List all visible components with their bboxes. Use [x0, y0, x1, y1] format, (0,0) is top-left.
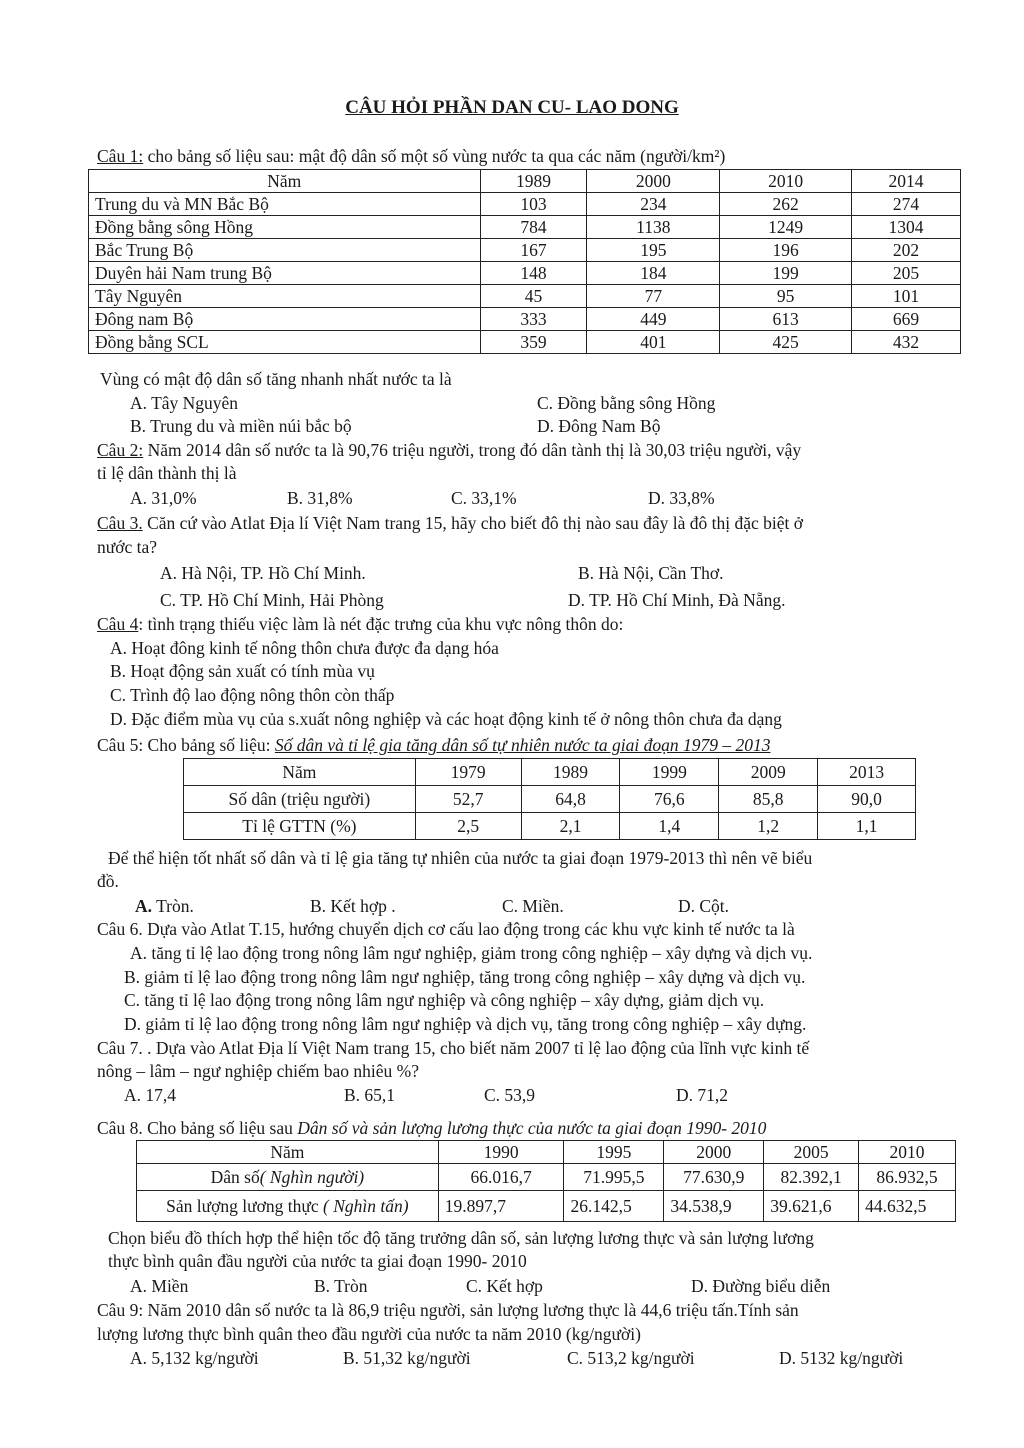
table-row — [89, 285, 961, 308]
table-row — [184, 813, 916, 840]
question-8-label: Câu 8. Cho bảng số liệu sau — [97, 1118, 293, 1138]
question-5-text: Để thể hiện tốt nhất số dân và tỉ lệ gia tăng tự nhiên của nước ta giai đoạn 1979-2013 thì nên vẽ biểu — [108, 848, 813, 868]
answer-option-c[interactable]: C. tăng tỉ lệ lao động trong nông lâm ngư nghiệp và công nghiệp – xây dựng, giảm dịch vụ. — [124, 990, 765, 1010]
table-cell: 86.932,5 — [859, 1164, 956, 1191]
answer-option-b[interactable]: B. 65,1 — [344, 1085, 396, 1105]
table-cell: 95 — [720, 285, 852, 308]
answer-option-d[interactable]: D. Đặc điểm mùa vụ của s.xuất nông nghiệp và các hoạt động kinh tế ở nông thôn chưa đa dạng — [110, 709, 782, 729]
table-cell: 1249 — [720, 216, 852, 239]
question-5-caption: Số dân và tỉ lệ gia tăng dân số tự nhiên nước ta giai đoạn 1979 – 2013 — [274, 735, 771, 755]
table-cell: 77 — [587, 285, 720, 308]
answer-option-a[interactable]: A. Hoạt đông kinh tế nông thôn chưa được đa dạng hóa — [110, 638, 499, 658]
table-row — [89, 216, 961, 239]
answer-option-d[interactable]: D. giảm tỉ lệ lao động trong nông lâm ngư nghiệp và dịch vụ, tăng trong công nghiệp – xây dựng. — [124, 1014, 807, 1034]
table-cell: 82.392,1 — [764, 1164, 859, 1191]
answer-option-a[interactable]: A. Tây Nguyên — [130, 393, 239, 413]
answer-option-a[interactable]: A. Miền — [130, 1276, 189, 1296]
table-cell: 2,1 — [521, 813, 620, 840]
answer-option-c[interactable]: C. Miền. — [502, 896, 564, 916]
table-cell: 196 — [720, 239, 852, 262]
table-cell: Bắc Trung Bộ — [89, 239, 481, 262]
answer-option-c[interactable]: C. TP. Hồ Chí Minh, Hải Phòng — [160, 590, 384, 610]
table-cell: 45 — [480, 285, 587, 308]
table-header-row — [184, 759, 916, 786]
answer-option-d[interactable]: D. TP. Hồ Chí Minh, Đà Nẵng. — [568, 590, 786, 610]
table-cell: 401 — [587, 331, 720, 354]
table-header-cell: 2000 — [664, 1141, 764, 1164]
table-cell: 2,5 — [415, 813, 521, 840]
table-row — [89, 331, 961, 354]
question-2-label: Câu 2: — [97, 440, 144, 460]
question-6-text: Câu 6. Dựa vào Atlat T.15, hướng chuyển dịch cơ cấu lao động trong các khu vực kinh tế nước ta là — [97, 919, 795, 939]
table-cell: 76,6 — [620, 786, 719, 813]
table-cell: Tỉ lệ GTTN (%) — [184, 813, 416, 840]
row-unit: ( Nghìn người) — [259, 1167, 365, 1187]
table-row — [137, 1191, 956, 1222]
table-row — [184, 786, 916, 813]
question-2-text: Năm 2014 dân số nước ta là 90,76 triệu người, trong đó dân tành thị là 30,03 triệu người, vậy — [143, 440, 802, 460]
table-row — [89, 308, 961, 331]
table-header-cell: 1989 — [480, 170, 587, 193]
answer-option-a-letter: A. — [135, 896, 153, 916]
question-1-text: cho bảng số liệu sau: mật độ dân số một số vùng nước ta qua các năm (người/km²) — [143, 146, 726, 166]
question-5-prompt — [97, 735, 770, 755]
table-row — [89, 239, 961, 262]
table-cell: 1,4 — [620, 813, 719, 840]
question-1-label: Câu 1: — [97, 146, 144, 166]
density-table — [88, 169, 961, 354]
table-header-cell: Năm — [137, 1141, 439, 1164]
answer-option-b[interactable]: B. Kết hợp . — [310, 896, 396, 916]
population-table — [183, 758, 916, 840]
table-header-cell: 2010 — [859, 1141, 956, 1164]
answer-option-b[interactable]: B. giảm tỉ lệ lao động trong nông lâm ngư nghiệp, tăng trong công nghiệp – xây dựng và dịch vụ. — [124, 967, 806, 987]
answer-option-b[interactable]: B. 51,32 kg/người — [343, 1348, 471, 1368]
answer-option-d[interactable]: D. Đông Nam Bộ — [537, 416, 661, 436]
question-2-text-cont: tỉ lệ dân thành thị là — [97, 463, 237, 483]
answer-option-b[interactable]: B. Hà Nội, Cần Thơ. — [578, 563, 724, 583]
table-header-row — [89, 170, 961, 193]
table-header-cell: 2013 — [818, 759, 916, 786]
table-cell — [137, 1164, 439, 1191]
question-5-label: Câu 5: Cho bảng số liệu: — [97, 735, 271, 755]
table-header-cell: Năm — [89, 170, 481, 193]
answer-option-c[interactable]: C. 53,9 — [484, 1085, 536, 1105]
table-cell: 148 — [480, 262, 587, 285]
table-header-cell: 1979 — [415, 759, 521, 786]
question-3-label: Câu 3. — [97, 513, 143, 533]
table-cell: 39.621,6 — [764, 1191, 859, 1222]
page-title: CÂU HỎI PHẦN DAN CU- LAO DONG — [345, 97, 679, 118]
table-row — [89, 262, 961, 285]
table-cell: 85,8 — [719, 786, 818, 813]
table-cell: Đồng bằng sông Hồng — [89, 216, 481, 239]
question-7-text: Câu 7. . Dựa vào Atlat Địa lí Việt Nam trang 15, cho biết năm 2007 tỉ lệ lao động của lĩnh vực kinh tế — [97, 1038, 810, 1058]
answer-option-d[interactable]: D. 5132 kg/người — [779, 1348, 904, 1368]
answer-option-d[interactable]: D. 71,2 — [676, 1085, 729, 1105]
table-cell: Số dân (triệu người) — [184, 786, 416, 813]
table-cell: 333 — [480, 308, 587, 331]
table-header-cell: 1995 — [564, 1141, 664, 1164]
question-3-prompt — [97, 513, 803, 533]
question-8-prompt — [97, 1118, 766, 1138]
answer-option-d[interactable]: D. Cột. — [678, 896, 730, 916]
question-3-text-cont: nước ta? — [97, 537, 158, 557]
table-cell: 77.630,9 — [664, 1164, 764, 1191]
table-cell: 1,2 — [719, 813, 818, 840]
question-3-text: Căn cứ vào Atlat Địa lí Việt Nam trang 15, hãy cho biết đô thị nào sau đây là đô thị đặc biệt ở — [142, 513, 804, 533]
row-label: Dân số — [210, 1167, 260, 1187]
table-cell: 205 — [852, 262, 961, 285]
table-cell: 195 — [587, 239, 720, 262]
question-4-text: : tình trạng thiếu việc làm là nét đặc trưng của khu vực nông thôn do: — [138, 614, 624, 634]
table-cell: 167 — [480, 239, 587, 262]
table-cell: 1,1 — [818, 813, 916, 840]
table-row — [89, 193, 961, 216]
table-header-cell: 2005 — [764, 1141, 859, 1164]
table-cell: 262 — [720, 193, 852, 216]
answer-option-c[interactable]: C. Đồng bằng sông Hồng — [537, 393, 716, 413]
table-cell: Tây Nguyên — [89, 285, 481, 308]
answer-option-a[interactable]: A. Hà Nội, TP. Hồ Chí Minh. — [160, 563, 366, 583]
table-cell: Duyên hải Nam trung Bộ — [89, 262, 481, 285]
table-cell: 184 — [587, 262, 720, 285]
table-header-cell: 1999 — [620, 759, 719, 786]
table-header-cell: 2000 — [587, 170, 720, 193]
table-cell: 202 — [852, 239, 961, 262]
question-8-text: Chọn biểu đồ thích hợp thể hiện tốc độ tăng trưởng dân số, sản lượng lương thực và sản lượng lương — [108, 1228, 814, 1248]
table-cell: 101 — [852, 285, 961, 308]
answer-option-b[interactable]: B. Hoạt động sản xuất có tính mùa vụ — [110, 661, 375, 681]
table-cell: 64,8 — [521, 786, 620, 813]
table-cell: Đông nam Bộ — [89, 308, 481, 331]
answer-option-a[interactable] — [135, 896, 194, 916]
answer-option-a[interactable]: A. tăng tỉ lệ lao động trong nông lâm ngư nghiệp, giảm trong công nghiệp – xây dựng và dịch vụ. — [130, 943, 813, 963]
table-cell: 19.897,7 — [438, 1191, 564, 1222]
question-5-text-cont: đồ. — [97, 871, 119, 891]
table-header-cell: 2014 — [852, 170, 961, 193]
table-cell: 613 — [720, 308, 852, 331]
question-8-caption: Dân số và sản lượng lương thực của nước ta giai đoạn 1990- 2010 — [297, 1118, 767, 1138]
table-cell: 103 — [480, 193, 587, 216]
answer-option-c[interactable]: C. 33,1% — [451, 488, 517, 508]
answer-option-c[interactable]: C. Trình độ lao động nông thôn còn thấp — [110, 685, 395, 705]
table-cell: 669 — [852, 308, 961, 331]
food-production-table — [136, 1140, 956, 1222]
answer-option-c[interactable]: C. 513,2 kg/người — [567, 1348, 695, 1368]
table-cell: 71.995,5 — [564, 1164, 664, 1191]
question-9-text: Câu 9: Năm 2010 dân số nước ta là 86,9 triệu người, sản lượng lương thực là 44,6 triệu tấn.Tính sản — [97, 1300, 799, 1320]
question-7-text-cont: nông – lâm – ngư nghiệp chiếm bao nhiêu %? — [97, 1061, 419, 1081]
answer-option-a-text: Tròn. — [152, 896, 194, 916]
table-cell: 90,0 — [818, 786, 916, 813]
answer-option-d[interactable]: D. Đường biểu diễn — [691, 1276, 831, 1296]
table-header-cell: 2010 — [720, 170, 852, 193]
table-cell: 274 — [852, 193, 961, 216]
table-cell: 432 — [852, 331, 961, 354]
answer-option-c[interactable]: C. Kết hợp — [466, 1276, 543, 1296]
table-cell: 199 — [720, 262, 852, 285]
question-2-prompt — [97, 440, 801, 460]
table-row — [137, 1164, 956, 1191]
question-4-prompt — [97, 614, 623, 634]
answer-option-b[interactable]: B. Trung du và miền núi bắc bộ — [130, 416, 352, 436]
answer-option-a[interactable]: A. 31,0% — [130, 488, 197, 508]
question-4-label: Câu 4 — [97, 614, 139, 634]
table-cell: 1138 — [587, 216, 720, 239]
table-header-cell: 1989 — [521, 759, 620, 786]
answer-option-b[interactable]: B. Tròn — [314, 1276, 368, 1296]
table-cell: 26.142,5 — [564, 1191, 664, 1222]
table-cell: Đồng bằng SCL — [89, 331, 481, 354]
table-cell: 425 — [720, 331, 852, 354]
question-1-question: Vùng có mật độ dân số tăng nhanh nhất nước ta là — [100, 369, 452, 389]
table-cell: 66.016,7 — [438, 1164, 564, 1191]
table-header-cell: 2009 — [719, 759, 818, 786]
answer-option-a[interactable]: A. 5,132 kg/người — [130, 1348, 259, 1368]
answer-option-b[interactable]: B. 31,8% — [287, 488, 353, 508]
question-9-text-cont: lượng lương thực bình quân theo đầu người của nước ta năm 2010 (kg/người) — [97, 1324, 641, 1344]
table-cell: 34.538,9 — [664, 1191, 764, 1222]
question-1-prompt — [97, 146, 725, 166]
answer-option-a[interactable]: A. 17,4 — [124, 1085, 177, 1105]
table-header-cell: 1990 — [438, 1141, 564, 1164]
table-cell — [137, 1191, 439, 1222]
row-unit: ( Nghìn tấn) — [323, 1196, 409, 1216]
table-cell: 359 — [480, 331, 587, 354]
table-header-row — [137, 1141, 956, 1164]
row-label: Sản lượng lương thực — [166, 1196, 319, 1216]
question-8-text-cont: thực bình quân đầu người của nước ta giai đoạn 1990- 2010 — [108, 1251, 527, 1271]
table-cell: 52,7 — [415, 786, 521, 813]
table-cell: 449 — [587, 308, 720, 331]
table-cell: 784 — [480, 216, 587, 239]
table-cell: 1304 — [852, 216, 961, 239]
answer-option-d[interactable]: D. 33,8% — [648, 488, 715, 508]
table-cell: 44.632,5 — [859, 1191, 956, 1222]
table-header-cell: Năm — [184, 759, 416, 786]
table-cell: 234 — [587, 193, 720, 216]
table-cell: Trung du và MN Bắc Bộ — [89, 193, 481, 216]
